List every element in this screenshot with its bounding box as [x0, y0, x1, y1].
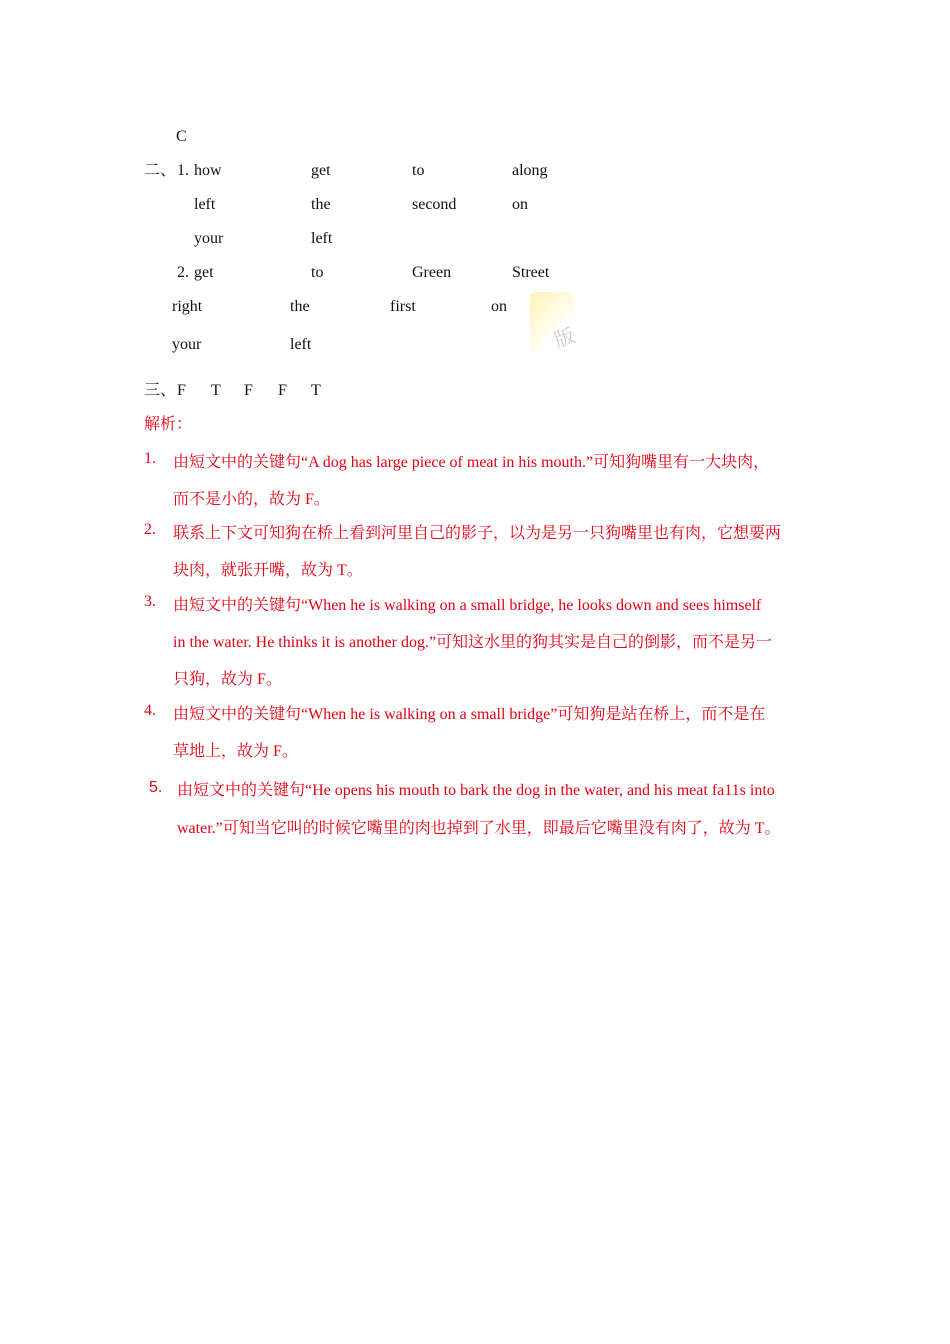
tf-answer: F — [177, 382, 186, 399]
analysis-line: 草地上，故为 F。 — [173, 743, 298, 760]
q1-word: on — [512, 196, 528, 213]
q1-word: along — [512, 162, 548, 179]
q2-word: right — [172, 298, 203, 315]
q1-word: the — [311, 196, 331, 213]
q1-word: your — [194, 230, 224, 247]
analysis-line: water.”可知当它叫的时候它嘴里的肉也掉到了水里，即最后它嘴里没有肉了，故为 T。 — [177, 820, 781, 837]
q2-word: Street — [512, 264, 550, 281]
q1-word: to — [412, 162, 425, 179]
analysis-item-number: 5. — [149, 779, 163, 796]
q2-word: first — [390, 298, 416, 315]
q1-word: left — [194, 196, 216, 213]
q2-word: your — [172, 336, 202, 353]
tf-answer: T — [211, 382, 221, 399]
q2-word: on — [491, 298, 507, 315]
analysis-item-number: 3. — [144, 593, 156, 610]
section-2-label: 二、 — [144, 162, 177, 179]
q1-word: get — [311, 162, 331, 179]
analysis-line: 联系上下文可知狗在桥上看到河里自己的影子，以为是另一只狗嘴里也有肉，它想要两 — [173, 525, 782, 542]
section-3-label: 三、 — [144, 382, 177, 399]
analysis-line: 由短文中的关键句“A dog has large piece of meat in his mouth.”可知狗嘴里有一大块肉， — [173, 454, 770, 471]
tf-answer: F — [244, 382, 253, 399]
analysis-item-number: 1. — [144, 450, 156, 467]
analysis-item-number: 4. — [144, 702, 156, 719]
analysis-line: 块肉，就张开嘴，故为 T。 — [173, 562, 363, 579]
q1-word: how — [194, 162, 222, 179]
q2-word: Green — [412, 264, 452, 281]
q1-word: left — [311, 230, 333, 247]
analysis-line: 由短文中的关键句“He opens his mouth to bark the dog in the water, and his meat fa11s into — [177, 782, 775, 799]
q2-number: 2. — [177, 264, 189, 281]
analysis-line: 由短文中的关键句“When he is walking on a small bridge”可知狗是站在桥上，而不是在 — [173, 706, 766, 723]
tf-answer: F — [278, 382, 287, 399]
analysis-item-number: 2. — [144, 521, 156, 538]
analysis-heading: 解析： — [144, 416, 193, 433]
q2-word: left — [290, 336, 312, 353]
answer-letter-c: C — [176, 128, 187, 145]
analysis-line: 只狗，故为 F。 — [173, 671, 282, 688]
q2-word: to — [311, 264, 324, 281]
tf-answer: T — [311, 382, 321, 399]
analysis-line: in the water. He thinks it is another dog.”可知这水里的狗其实是自己的倒影，而不是另一 — [173, 634, 773, 651]
watermark-fragment: 版 — [530, 292, 574, 354]
q1-word: second — [412, 196, 457, 213]
analysis-line: 由短文中的关键句“When he is walking on a small bridge, he looks down and sees himself — [173, 597, 762, 614]
q1-number: 1. — [177, 162, 189, 179]
q2-word: get — [194, 264, 214, 281]
q2-word: the — [290, 298, 310, 315]
analysis-line: 而不是小的，故为 F。 — [173, 491, 330, 508]
